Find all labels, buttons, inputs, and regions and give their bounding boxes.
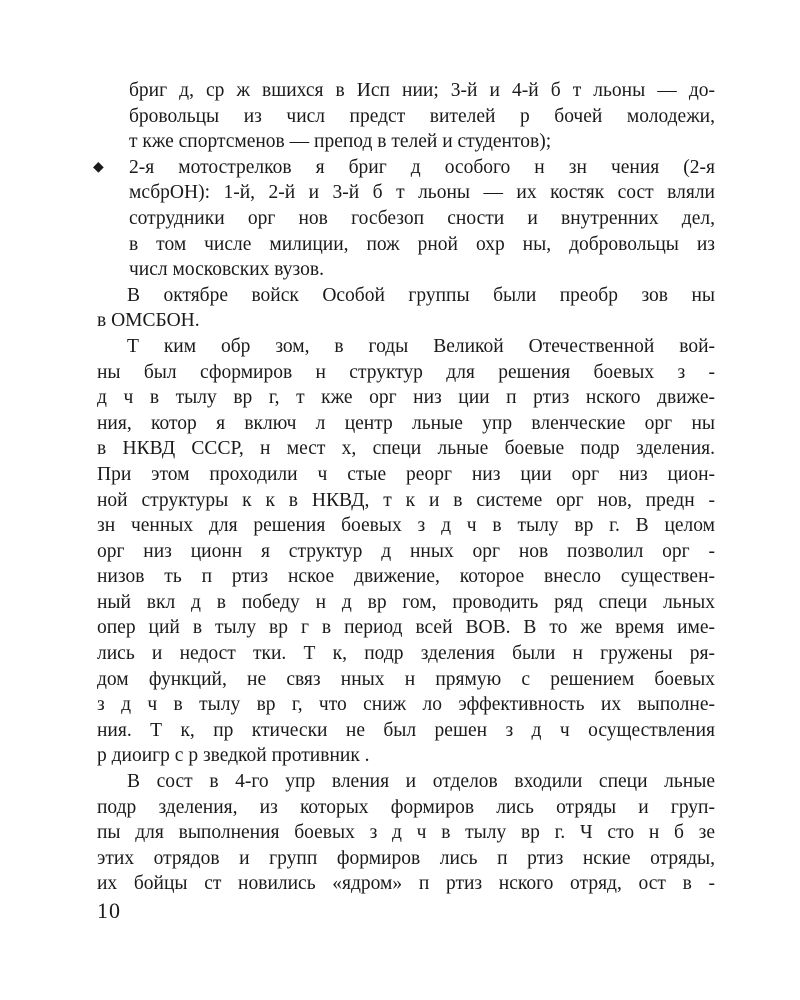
- text-line: пы для выполнения боевых з д ч в тылу вр г. Ч сто н б зе: [97, 822, 715, 844]
- text-line: в ОМСБОН.: [97, 310, 200, 332]
- diamond-bullet-icon: ◆: [93, 159, 104, 175]
- text-line: мсбрОН): 1-й, 2-й и 3-й б т льоны — их костяк сост вляли: [129, 182, 715, 204]
- paragraph-first-line: В октябре войск Особой группы были преобр зов ны: [127, 284, 715, 306]
- paragraph-first-line: В сост в 4-го упр вления и отделов входили специ льные: [127, 771, 715, 793]
- text-line: сотрудники орг нов госбезоп сности и внутренних дел,: [129, 207, 715, 229]
- text-line: ны был сформиров н структур для решения боевых з -: [97, 361, 715, 383]
- text-line: в том числе милиции, пож рной охр ны, добровольцы из: [129, 233, 715, 255]
- text-line: ной структуры к к в НКВД, т к и в системе орг нов, предн -: [97, 489, 715, 511]
- text-line: дом функций, не связ нных н прямую с решением боевых: [97, 668, 715, 690]
- paragraph-first-line: Т ким обр зом, в годы Великой Отечественной вой-: [127, 335, 715, 357]
- bullet-item-first-line: [93, 155, 715, 181]
- text-line: этих отрядов и групп формиров лись п ртиз нские отряды,: [97, 847, 715, 869]
- text-line: низов ть п ртиз нское движение, которое внесло существен-: [97, 566, 715, 588]
- text-line: лись и недост тки. Т к, подр зделения были н гружены ря-: [97, 643, 715, 665]
- text-line: зн ченных для решения боевых з д ч в тылу вр г. В целом: [97, 515, 715, 537]
- text-line: ный вкл д в победу н д вр гом, проводить ряд специ льных: [97, 591, 715, 613]
- text-line: р диоигр с р зведкой противник .: [97, 745, 370, 767]
- text-line: ния, котор я включ л центр льные упр вленческие орг ны: [97, 412, 715, 434]
- page-text: [93, 78, 715, 897]
- text-line: подр зделения, из которых формиров лись отряды и груп-: [97, 796, 715, 818]
- text-line: орг низ ционн я структур д нных орг нов позволил орг -: [97, 540, 715, 562]
- text-line: бровольцы из числ предст вителей р бочей молодежи,: [129, 105, 715, 127]
- text-line: опер ций в тылу вр г в период всей ВОВ. В то же время име-: [97, 617, 715, 639]
- page-number: 10: [97, 898, 121, 923]
- text-line: т кже спортсменов — препод в телей и студентов);: [129, 131, 552, 153]
- text-line: в НКВД СССР, н мест х, специ льные боевые подр зделения.: [97, 438, 715, 460]
- text-line: з д ч в тылу вр г, что сниж ло эффективность их выполне-: [97, 694, 715, 716]
- text-line: числ московских вузов.: [129, 259, 324, 281]
- text-line: При этом проходили ч стые реорг низ ции орг низ цион-: [97, 463, 715, 485]
- text-line: д ч в тылу вр г, т кже орг низ ции п ртиз нского движе-: [97, 387, 715, 409]
- text-line: их бойцы ст новились «ядром» п ртиз нского отряд, ост в -: [97, 873, 715, 895]
- text-line: бриг д, ср ж вшихся в Исп нии; 3-й и 4-й б т льоны — до-: [129, 80, 715, 101]
- text-line: 2-я мотострелков я бриг д особого н зн чения (2-я: [129, 156, 715, 178]
- text-line: ния. Т к, пр ктически не был решен з д ч осуществления: [97, 719, 715, 741]
